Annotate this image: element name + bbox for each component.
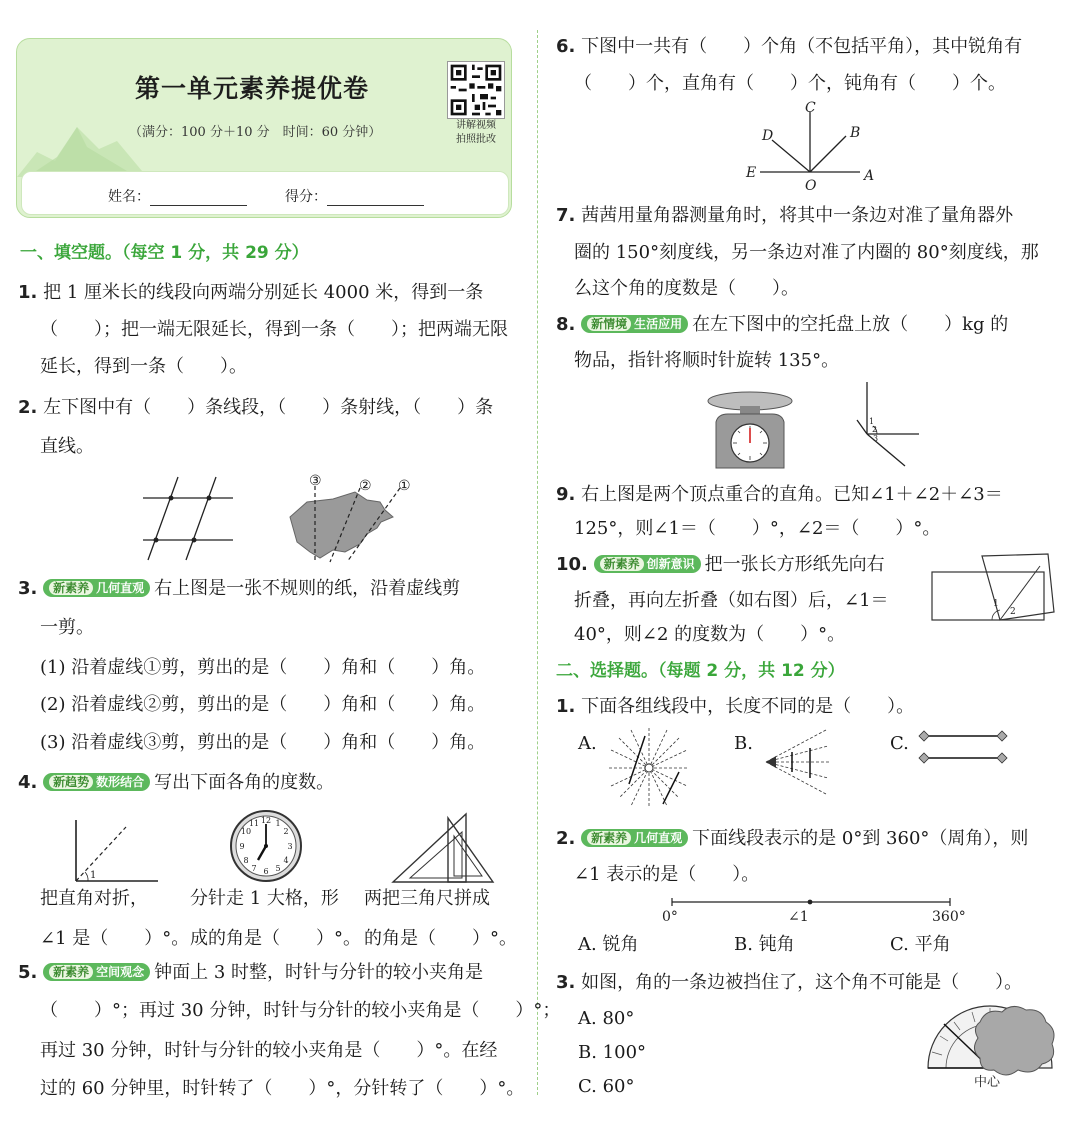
s2-q1-option-b[interactable]: B.: [734, 733, 753, 754]
q4-clock-figure: [228, 808, 304, 884]
q5-line-2: （ ）°；再过 30 分钟，时针与分针的较小夹角是（ ）°；: [40, 1000, 561, 1021]
q5-line-4: 过的 60 分钟里，时针转了（ ）°，分针转了（ ）°。: [40, 1078, 525, 1099]
exam-title: 第一单元素养提优卷: [135, 74, 370, 103]
q3-line-2: 一剪。: [40, 617, 94, 638]
header-banner: [16, 38, 512, 218]
q9-right-angles-figure: [853, 378, 923, 470]
q10-line-1: 10. 新素养 创新意识 把一张长方形纸先向右: [556, 554, 885, 575]
svg-text:E: E: [746, 165, 757, 181]
s2-q3-protractor-figure: [922, 1000, 1058, 1092]
q7-line-3: 么这个角的度数是（ ）。: [574, 278, 799, 299]
q5-line-1: 5. 新素养 空间观念 钟面上 3 时整，时针与分针的较小夹角是: [18, 962, 484, 983]
svg-text:1: 1: [275, 819, 281, 828]
s2-q1-figure-a: [605, 724, 693, 812]
q4a-line-1: 把直角对折，: [40, 888, 148, 909]
svg-text:C: C: [805, 100, 816, 116]
s2-q2-line-2: ∠1 表示的是（ ）。: [574, 864, 760, 885]
q6-line-2: （ ）个，直角有（ ）个，钝角有（ ）个。: [574, 73, 1006, 94]
column-divider: [537, 30, 538, 1095]
section1-title: 一、填空题。（每空 1 分，共 29 分）: [20, 243, 309, 263]
svg-text:A: A: [864, 168, 875, 184]
q7-line-2: 圈的 150°刻度线，另一条边对准了内圈的 80°刻度线，那: [574, 242, 1039, 263]
q1-line-3: 延长，得到一条（ ）。: [40, 356, 247, 377]
q2-line-2: 直线。: [40, 436, 94, 457]
q2-lines-figure: [138, 472, 238, 562]
q7-line-1: 7. 茜茜用量角器测量角时，将其中一条边对准了量角器外: [556, 205, 1014, 226]
q10-line-3: 40°，则∠2 的度数为（ ）°。: [574, 624, 846, 645]
q3-mark-2: ②: [359, 478, 372, 494]
q3-sub-3: (3) 沿着虚线③剪，剪出的是（ ）角和（ ）角。: [40, 732, 486, 753]
svg-text:1: 1: [869, 417, 875, 426]
section2-title: 二、选择题。（每题 2 分，共 12 分）: [556, 661, 845, 681]
s2-q2-option-c[interactable]: C. 平角: [890, 934, 951, 955]
q4b-line-1: 分针走 1 大格，形: [190, 888, 339, 909]
q5-line-3: 再过 30 分钟，时针与分针的较小夹角是（ ）°。在经: [40, 1040, 498, 1061]
s2-q2-option-b[interactable]: B. 钝角: [734, 934, 795, 955]
svg-text:7: 7: [251, 864, 257, 873]
q4a-line-2: ∠1 是（ ）°。: [40, 928, 190, 949]
svg-text:5: 5: [275, 864, 281, 873]
svg-text:O: O: [805, 178, 817, 194]
name-label: 姓名：: [108, 189, 150, 205]
q10-folded-paper-figure: [930, 550, 1058, 628]
s2-q2-option-a[interactable]: A. 锐角: [578, 934, 639, 955]
svg-text:9: 9: [239, 842, 245, 851]
q4-set-squares-figure: [388, 808, 498, 886]
qr-caption: 讲解视频 拍照批改: [456, 120, 496, 145]
qr-code-icon[interactable]: [447, 61, 505, 119]
s2-q2-line-1: 2. 新素养 几何直观 下面线段表示的是 0°到 360°（周角），则: [556, 828, 1029, 849]
s2-q2-tag: 新素养 几何直观: [581, 829, 688, 847]
q3-mark-1: ①: [398, 478, 411, 494]
exam-subtitle: （满分：100 分＋10 分 时间：60 分钟）: [129, 125, 382, 140]
s2-q1-figure-c: [916, 726, 1010, 766]
s2-q1-line: 1. 下面各组线段中，长度不同的是（ ）。: [556, 696, 915, 717]
q4-tag: 新趋势 数形结合: [43, 773, 150, 791]
q10-line-2: 折叠，再向左折叠（如右图）后，∠1＝: [574, 590, 889, 611]
name-score-bar: [21, 171, 509, 215]
q4-right-angle-figure: [68, 815, 163, 885]
svg-text:D: D: [762, 128, 774, 144]
q8-tag: 新情境 生活应用: [581, 315, 688, 333]
svg-text:0°: 0°: [662, 909, 678, 925]
q8-line-2: 物品，指针将顺时针旋转 135°。: [574, 350, 840, 371]
q6-angles-figure: [742, 100, 882, 195]
score-label: 得分：: [285, 189, 327, 205]
q1-line-1: 1. 把 1 厘米长的线段向两端分别延长 4000 米，得到一条: [18, 282, 484, 303]
svg-text:360°: 360°: [932, 909, 966, 925]
protractor-center-label: 中心: [974, 1075, 1001, 1090]
q4c-line-2: 的角是（ ）°。: [364, 928, 517, 949]
svg-text:4: 4: [283, 856, 289, 865]
svg-text:12: 12: [260, 816, 272, 825]
q3-sub-1: (1) 沿着虚线①剪，剪出的是（ ）角和（ ）角。: [40, 657, 486, 678]
s2-q1-figure-b: [760, 726, 830, 796]
svg-text:6: 6: [263, 867, 269, 876]
s2-q3-line: 3. 如图，角的一条边被挡住了，这个角不可能是（ ）。: [556, 972, 1023, 993]
q10-tag: 新素养 创新意识: [594, 555, 701, 573]
q5-tag: 新素养 空间观念: [43, 963, 150, 981]
svg-text:10: 10: [240, 827, 252, 836]
q1-line-2: （ ）；把一端无限延长，得到一条（ ）；把两端无限: [40, 319, 508, 340]
q3-sub-2: (2) 沿着虚线②剪，剪出的是（ ）角和（ ）角。: [40, 694, 486, 715]
svg-text:11: 11: [248, 819, 260, 828]
name-field[interactable]: [150, 205, 247, 206]
q9-line-2: 125°，则∠1＝（ ）°，∠2＝（ ）°。: [574, 518, 941, 539]
s2-q1-option-c[interactable]: C.: [890, 733, 909, 754]
q3-mark-3: ③: [309, 473, 322, 489]
q4-angle-label: 1: [90, 870, 97, 881]
scale-figure: [704, 388, 796, 470]
s2-q1-option-a[interactable]: A.: [578, 733, 597, 754]
q6-line-1: 6. 下图中一共有（ ）个角（不包括平角），其中锐角有: [556, 36, 1023, 57]
q3-line-1: 3. 新素养 几何直观 右上图是一张不规则的纸，沿着虚线剪: [18, 578, 461, 599]
svg-text:2: 2: [1010, 607, 1016, 617]
q4-line-1: 4. 新趋势 数形结合 写出下面各角的度数。: [18, 772, 335, 793]
s2-q2-axis-figure: [660, 894, 980, 928]
s2-q3-option-a[interactable]: A. 80°: [578, 1008, 635, 1029]
svg-text:2: 2: [283, 827, 289, 836]
q8-line-1: 8. 新情境 生活应用 在左下图中的空托盘上放（ ）kg 的: [556, 314, 1009, 335]
q3-paper-figure: [285, 472, 420, 567]
svg-text:1: 1: [993, 599, 999, 609]
q2-line-1: 2. 左下图中有（ ）条线段，（ ）条射线，（ ）条: [18, 397, 494, 418]
svg-text:∠1: ∠1: [788, 909, 809, 925]
s2-q3-option-c[interactable]: C. 60°: [578, 1076, 635, 1097]
q4c-line-1: 两把三角尺拼成: [364, 888, 490, 909]
q3-tag: 新素养 几何直观: [43, 579, 150, 597]
s2-q3-option-b[interactable]: B. 100°: [578, 1042, 647, 1063]
svg-text:2: 2: [872, 425, 878, 434]
q4b-line-2: 成的角是（ ）°。: [190, 928, 361, 949]
q9-line-1: 9. 右上图是两个顶点重合的直角。已知∠1＋∠2＋∠3＝: [556, 484, 1003, 505]
svg-text:B: B: [850, 125, 861, 141]
svg-text:3: 3: [287, 842, 293, 851]
score-field[interactable]: [327, 205, 424, 206]
svg-text:8: 8: [243, 856, 249, 865]
svg-text:3: 3: [873, 434, 879, 443]
